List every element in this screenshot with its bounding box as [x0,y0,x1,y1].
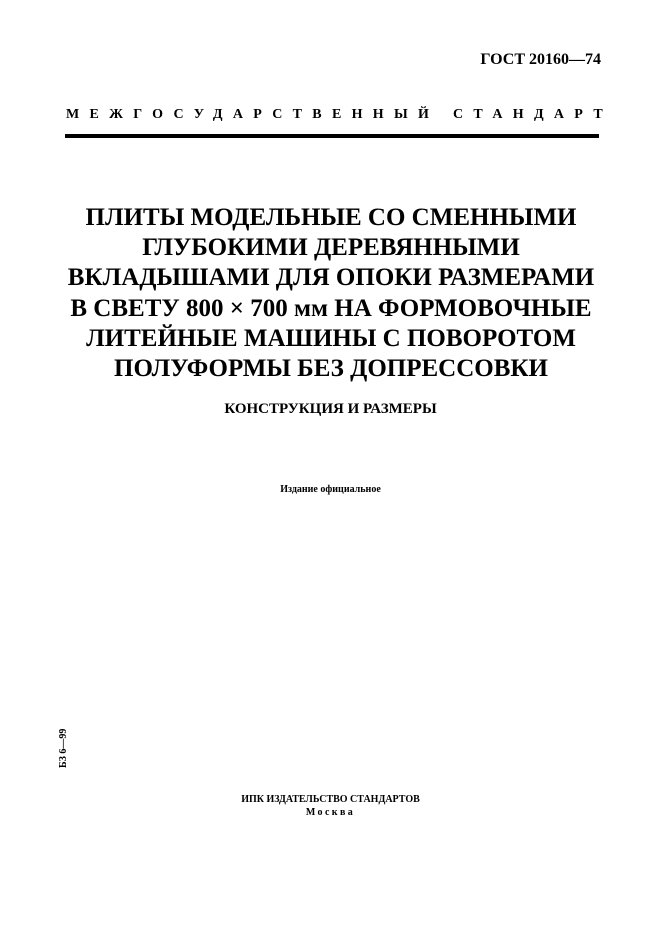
standard-type-heading: МЕЖГОСУДАРСТВЕННЫЙ СТАНДАРТ [66,107,613,122]
title-line: ВКЛАДЫШАМИ ДЛЯ ОПОКИ РАЗМЕРАМИ [67,264,595,292]
title-line: В СВЕТУ 800 × 700 мм НА ФОРМОВОЧНЫЕ [70,294,592,322]
header-rule [65,134,599,138]
document-subtitle: КОНСТРУКЦИЯ И РАЗМЕРЫ [224,401,437,417]
title-line: ПОЛУФОРМЫ БЕЗ ДОПРЕССОВКИ [114,355,548,383]
edition-note: Издание официальное [280,484,381,495]
gost-number: ГОСТ 20160—74 [480,51,601,68]
title-line: ГЛУБОКИМИ ДЕРЕВЯННЫМИ [142,234,520,262]
document-title [50,203,612,384]
publisher-city: Москва [305,807,356,818]
publisher-name: ИПК ИЗДАТЕЛЬСТВО СТАНДАРТОВ [241,794,420,805]
side-code: БЗ 6—99 [58,728,69,768]
title-line: ЛИТЕЙНЫЕ МАШИНЫ С ПОВОРОТОМ [86,324,576,352]
title-line: ПЛИТЫ МОДЕЛЬНЫЕ СО СМЕННЫМИ [85,204,577,231]
